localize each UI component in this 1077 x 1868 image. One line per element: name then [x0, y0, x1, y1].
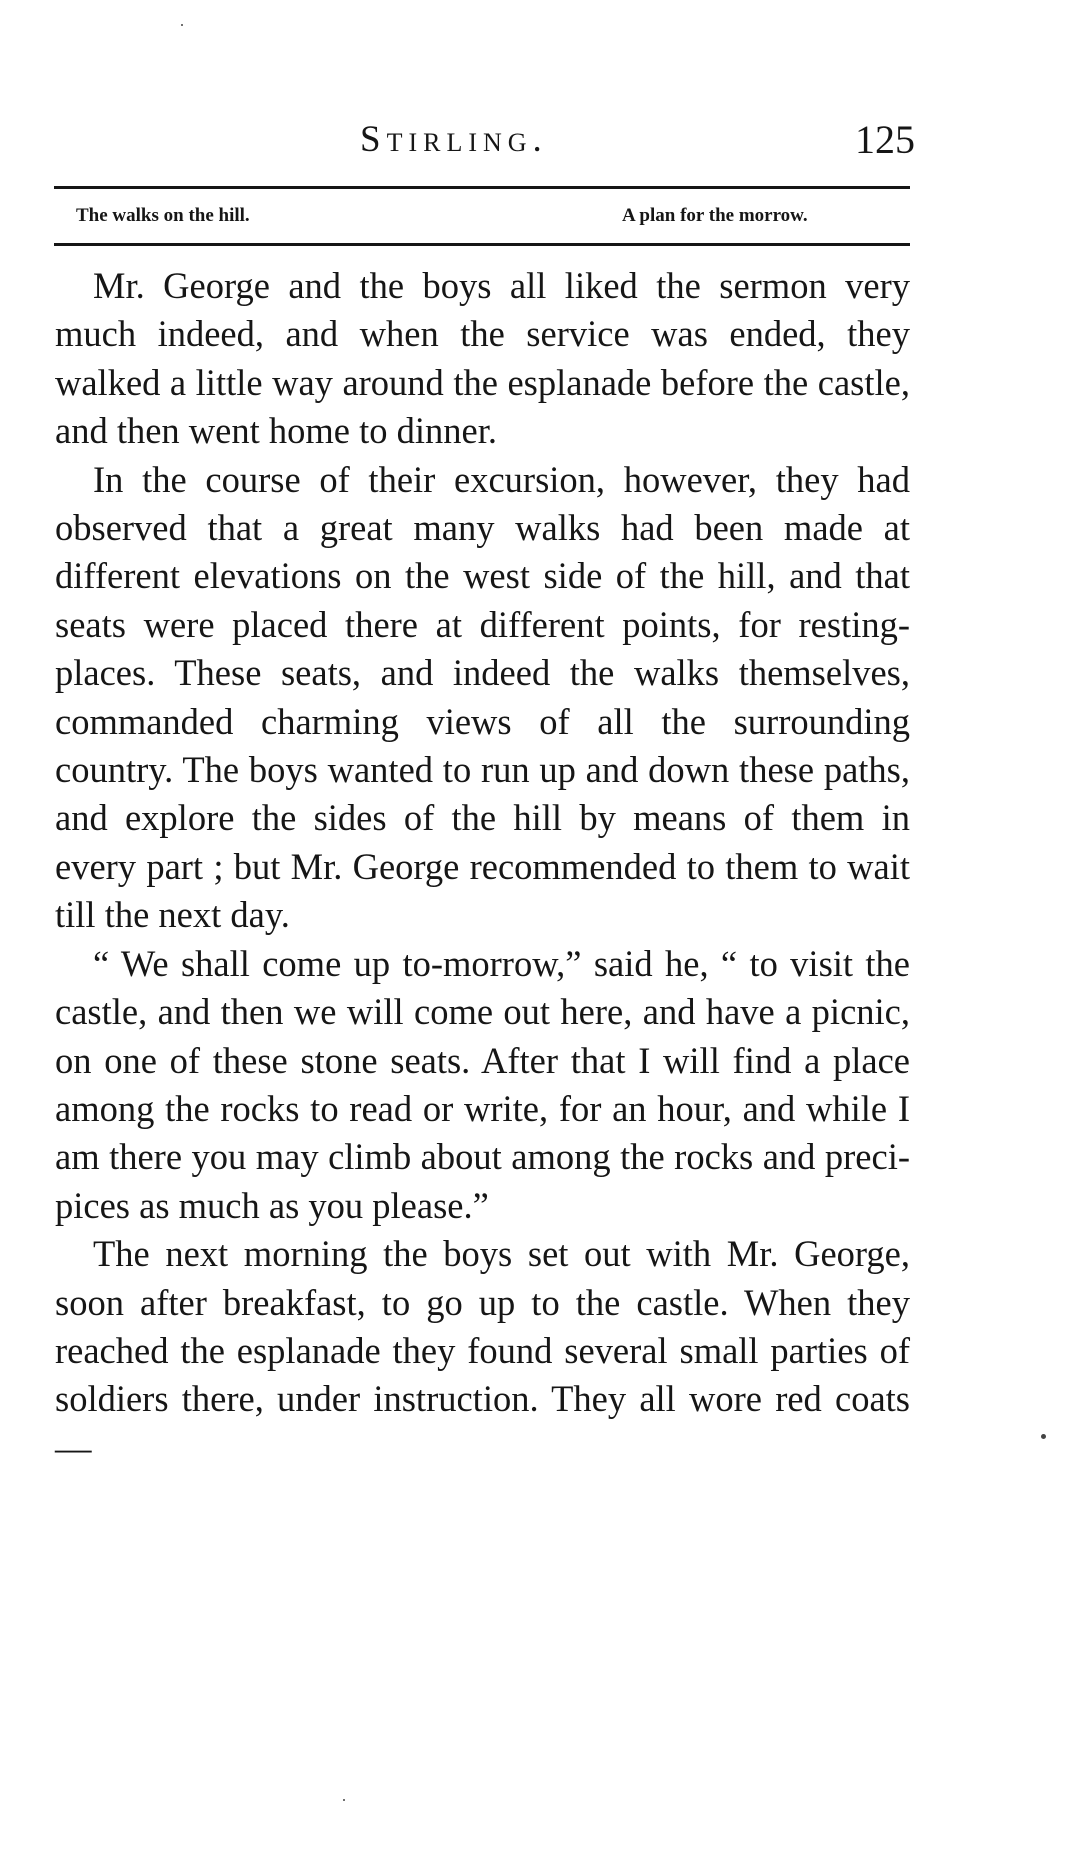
scan-speck — [181, 24, 183, 26]
headnote-left: The walks on the hill. — [76, 205, 250, 226]
scan-speck — [343, 1799, 345, 1801]
paragraph-2: In the course of their excursion, however, they had observed that a great many walks had been made at different elevations on the west side of the hill, and that seats were placed there at different points, for resting-places. These seats, and indeed the walks themselves, commanded charming views of all the surrounding country. The boys wanted to run up and down these paths, and explore the sides of the hill by means of them in every part ; but Mr. George recommended to them to wait till the next day. — [55, 458, 910, 936]
paragraph-4: The next morning the boys set out with Mr. George, soon after breakfast, to go up to the castle. When they reached the esplanade they found several small parties of soldiers there, under instruction. They all wore red coats — — [55, 1233, 910, 1468]
page-number: 125 — [855, 117, 915, 162]
headnote-right: A plan for the morrow. — [622, 205, 808, 226]
paragraph-3: “ We shall come up to-morrow,” said he, “ to visit the castle, and then we will come out here, and have a picnic, on one of these stone seats. After that I will find a place among the rocks to read or write, for an hour, and while I am there you may climb about among the rocks and precipices as much as you please.” — [55, 942, 910, 1226]
paragraph-1: Mr. George and the boys all liked the sermon very much indeed, and when the service was ended, they walked a little way around the esplanade before the castle, and then went home to dinner. — [55, 265, 910, 452]
running-title: Stirling. — [360, 119, 548, 160]
header-rule-top — [54, 186, 910, 189]
header-rule-bottom — [54, 243, 910, 246]
scan-speck — [1041, 1434, 1046, 1439]
body-text — [55, 262, 910, 1472]
